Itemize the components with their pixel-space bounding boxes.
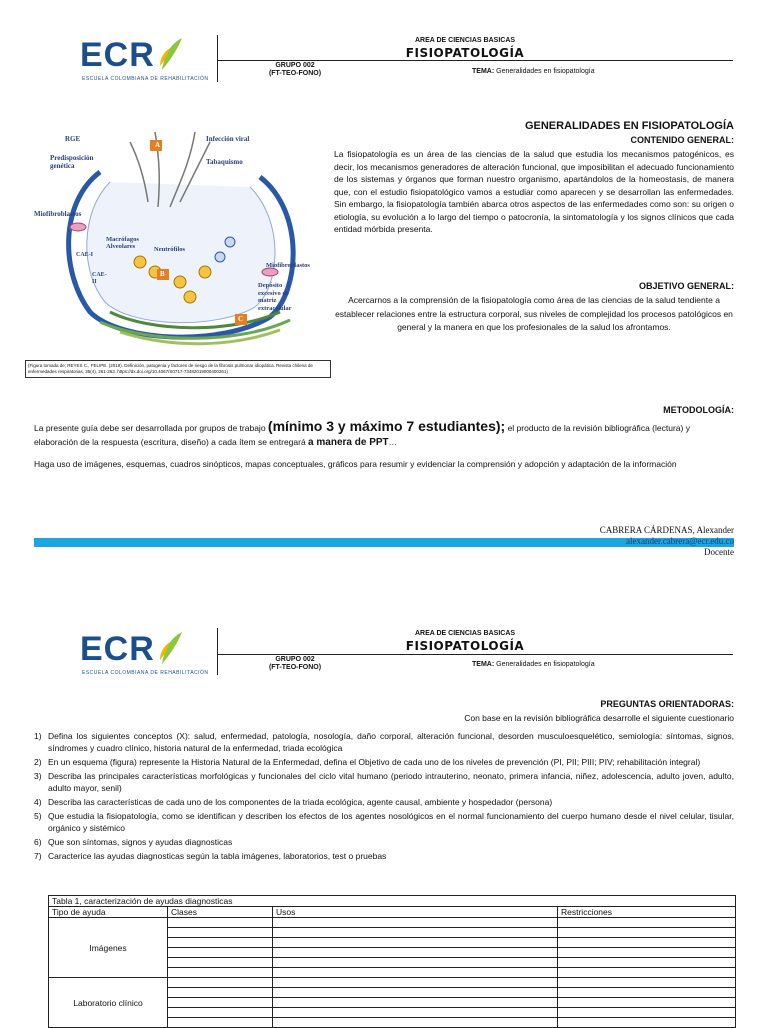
table-header: Tipo de ayuda xyxy=(49,907,168,918)
table-cell[interactable] xyxy=(558,918,736,928)
table-cell[interactable] xyxy=(168,918,273,928)
table-cell[interactable] xyxy=(168,978,273,988)
question-item xyxy=(34,756,734,768)
logo-subtitle: ESCUELA COLOMBIANA DE REHABILITACIÓN xyxy=(82,76,209,82)
metodologia-text: La presente guía debe ser desarrollada por grupos de trabajo (mínimo 3 y máximo 7 estudiantes); el producto de la revisión bibliográfica (lectura) y elaboración de la respuesta (escritura, diseño) a cada ítem se entregará a manera de PPT… xyxy=(34,418,690,448)
table-cell[interactable] xyxy=(558,1008,736,1018)
table-cell[interactable] xyxy=(558,938,736,948)
table-header-row xyxy=(49,907,736,918)
table-cell[interactable] xyxy=(273,948,558,958)
question-item xyxy=(34,770,734,794)
ecr-logo: ECR xyxy=(80,36,155,74)
question-number: 4) xyxy=(34,797,42,807)
header-divider-vertical-2 xyxy=(217,628,218,675)
question-number: 3) xyxy=(34,771,42,781)
area-label: AREA DE CIENCIAS BASICAS xyxy=(414,37,516,44)
table-header: Clases xyxy=(168,907,273,918)
box-c-label: C xyxy=(238,315,244,323)
preguntas-label: PREGUNTAS ORIENTADORAS: xyxy=(600,699,734,709)
table-cell[interactable] xyxy=(273,1018,558,1028)
miofibro-label-2: Miofibroblastos xyxy=(266,262,310,269)
table-caption: Tabla 1, caracterización de ayudas diagnosticas xyxy=(49,896,736,907)
question-text: Que son síntomas, signos y ayudas diagnosticas xyxy=(48,837,233,847)
table-cell[interactable] xyxy=(168,968,273,978)
deposito-label: Depósito excesivo de matriz extracelular xyxy=(258,282,292,312)
question-item xyxy=(34,730,734,754)
preguntas-intro: Con base en la revisión bibliográfica desarrolle el siguiente cuestionario xyxy=(464,713,734,723)
table-cell[interactable] xyxy=(168,1018,273,1028)
question-list xyxy=(34,730,734,864)
table-cell[interactable] xyxy=(558,998,736,1008)
page2-header xyxy=(0,600,768,690)
area-label-2: AREA DE CIENCIAS BASICAS xyxy=(414,630,516,637)
header-divider-vertical xyxy=(217,35,218,82)
tabaquismo-label: Tabaquismo xyxy=(206,158,243,166)
question-number: 1) xyxy=(34,731,42,741)
miofibro-label-1: Miofibroblastos xyxy=(34,210,82,218)
table-cell[interactable] xyxy=(558,1018,736,1028)
table-header: Restricciones xyxy=(558,907,736,918)
table-cell[interactable] xyxy=(273,1008,558,1018)
page1-header xyxy=(0,0,768,90)
objetivo-text: Acercarnos a la comprensión de la fisiopatología como área de las ciencias de la salud tendiente a establecer relaciones entre la estructura corporal, sus niveles de complejidad los procesos patológicos en general y la manera en que los profesionales de la salud los afrontamos. xyxy=(335,295,733,332)
macrofagos-label: Macrófagos Alveolares xyxy=(106,236,139,250)
row-label-laboratorio: Laboratorio clínico xyxy=(49,978,168,1028)
course-title-2: FISIOPATOLOGÍA xyxy=(405,639,525,653)
contenido-text: La fisiopatología es un área de las ciencias de la salud que estudia los mecanismos patogénicos, es decir, los mecanismos generadores de alteración funcional, que imposibilitan el adecuado funcionamiento de los sistemas y órganos que forman nuestro organismo, apartándolos de la homeostasis, de manera que, con el estudio fisiopatológico vamos a estudiar como aparecen y se desarrollan las enfermedades. Sin embargo, la fisiopatología también abarca otros aspectos de las enfermedades como son: su origen o etiología, su evolución a lo largo del tiempo o patocronía, la sintomatología y los signos clínicos que cada entidad mórbida presenta. xyxy=(334,149,734,234)
box-a-label: A xyxy=(155,141,161,149)
cae1-label: CAE-I xyxy=(76,252,94,258)
table-header: Usos xyxy=(273,907,558,918)
question-item xyxy=(34,850,734,862)
neutrofilos-label: Neutrófilos xyxy=(154,246,186,253)
question-number: 2) xyxy=(34,757,42,767)
table-cell[interactable] xyxy=(273,988,558,998)
question-number: 6) xyxy=(34,837,42,847)
table-cell[interactable] xyxy=(168,988,273,998)
predisposicion-label: Predisposición genética xyxy=(50,154,94,170)
header-divider-horizontal xyxy=(217,60,733,61)
table-cell[interactable] xyxy=(558,988,736,998)
table-cell[interactable] xyxy=(558,978,736,988)
question-item xyxy=(34,810,734,834)
table-cell[interactable] xyxy=(273,998,558,1008)
question-text: Que estudia la fisiopatología, como se identifican y describen los efectos de los agentes nosológicos en el normal funcionamiento del cuerpo humano desde el nivel celular, tisular, orgánico y sistémico xyxy=(48,811,734,833)
course-title: FISIOPATOLOGÍA xyxy=(405,46,525,60)
table-cell[interactable] xyxy=(168,958,273,968)
logo-subtitle-2: ESCUELA COLOMBIANA DE REHABILITACIÓN xyxy=(82,670,209,676)
table-cell[interactable] xyxy=(558,968,736,978)
diagram-caption: (Figura tomada de; REYES C., FELIPE. (2019). Definición, patogenia y factores de riesgo de la fibrosis pulmonar idiopática. Revista chilena de enfermedades respiratorias, 35(4), 261-263. https://dx.doi.org/10.4067/S0717-73482019000400261) xyxy=(25,360,331,378)
table-cell[interactable] xyxy=(273,958,558,968)
infeccion-label: Infección viral xyxy=(206,135,250,143)
signature-email: alexander.cabrera@ecr.edu.co xyxy=(626,536,734,546)
header-divider-horizontal-2 xyxy=(217,654,733,655)
table-cell[interactable] xyxy=(558,958,736,968)
metodologia-text-2: Haga uso de imágenes, esquemas, cuadros sinópticos, mapas conceptuales, gráficos para resumir y evidenciar la comprensión y adopción y adaptación de la información xyxy=(34,459,677,469)
table-cell[interactable] xyxy=(168,938,273,948)
question-item xyxy=(34,836,734,848)
table-cell[interactable] xyxy=(273,968,558,978)
signature-name: CABRERA CÁRDENAS, Alexander xyxy=(599,525,734,535)
question-item xyxy=(34,796,734,808)
table-cell[interactable] xyxy=(558,948,736,958)
objetivo-label: OBJETIVO GENERAL: xyxy=(638,281,734,291)
table-cell[interactable] xyxy=(273,938,558,948)
fibrosis-diagram xyxy=(30,122,330,352)
leaf-logo-icon-2 xyxy=(158,630,184,666)
tema-label: TEMA: Generalidades en fisiopatología xyxy=(472,68,595,75)
ecr-logo-2: ECR xyxy=(80,630,155,668)
question-number: 5) xyxy=(34,811,42,821)
question-text: Defina los siguientes conceptos (X): salud, enfermedad, patología, nosología, daño corporal, alteración funcional, desorden musculoesquelético, semiología: síntomas, signos, síndromes y cuadro clínico, historia natural de la enfermedad, triada ecológica xyxy=(48,731,734,753)
contenido-label: CONTENIDO GENERAL: xyxy=(630,135,734,145)
grupo-label-2: GRUPO 002 (FT-TEO-FONO) xyxy=(268,656,322,671)
diagnostic-table xyxy=(48,895,736,1028)
table-cell[interactable] xyxy=(273,918,558,928)
question-number: 7) xyxy=(34,851,42,861)
question-text: Describa las características de cada uno de los componentes de la triada ecológica, agente causal, ambiente y hospedador (persona) xyxy=(48,797,553,807)
grupo-label: GRUPO 002 (FT-TEO-FONO) xyxy=(268,62,322,77)
table-cell[interactable] xyxy=(168,998,273,1008)
leaf-logo-icon xyxy=(158,36,184,72)
table-cell[interactable] xyxy=(273,978,558,988)
table-cell[interactable] xyxy=(558,928,736,938)
table-cell[interactable] xyxy=(168,928,273,938)
question-text: En un esquema (figura) represente la Historia Natural de la Enfermedad, defina el Objetivo de cada uno de los niveles de prevención (PI, PII; PIII; PIV; rehabilitación integral) xyxy=(48,757,701,767)
signature-role: Docente xyxy=(704,547,734,557)
rge-label: RGE xyxy=(65,135,81,143)
table-cell[interactable] xyxy=(168,948,273,958)
question-text: Caracterice las ayudas diagnosticas según la tabla imágenes, laboratorios, test o pruebas xyxy=(48,851,387,861)
metodologia-label: METODOLOGÍA: xyxy=(663,405,734,415)
question-text: Describa las principales características morfológicas y funcionales del ciclo vital humano (periodo intrauterino, neonato, primera infancia, niñez, adolescencia, adulto joven, adulto, adulto mayor, senil) xyxy=(48,771,734,793)
main-heading: GENERALIDADES EN FISIOPATOLOGÍA xyxy=(524,120,734,132)
box-b-label: B xyxy=(160,270,165,278)
table-cell[interactable] xyxy=(168,1008,273,1018)
table-cell[interactable] xyxy=(273,928,558,938)
cae2-label: CAE- II xyxy=(92,272,107,285)
row-label-imagenes: Imágenes xyxy=(49,918,168,978)
tema-label-2: TEMA: Generalidades en fisiopatología xyxy=(472,661,595,668)
